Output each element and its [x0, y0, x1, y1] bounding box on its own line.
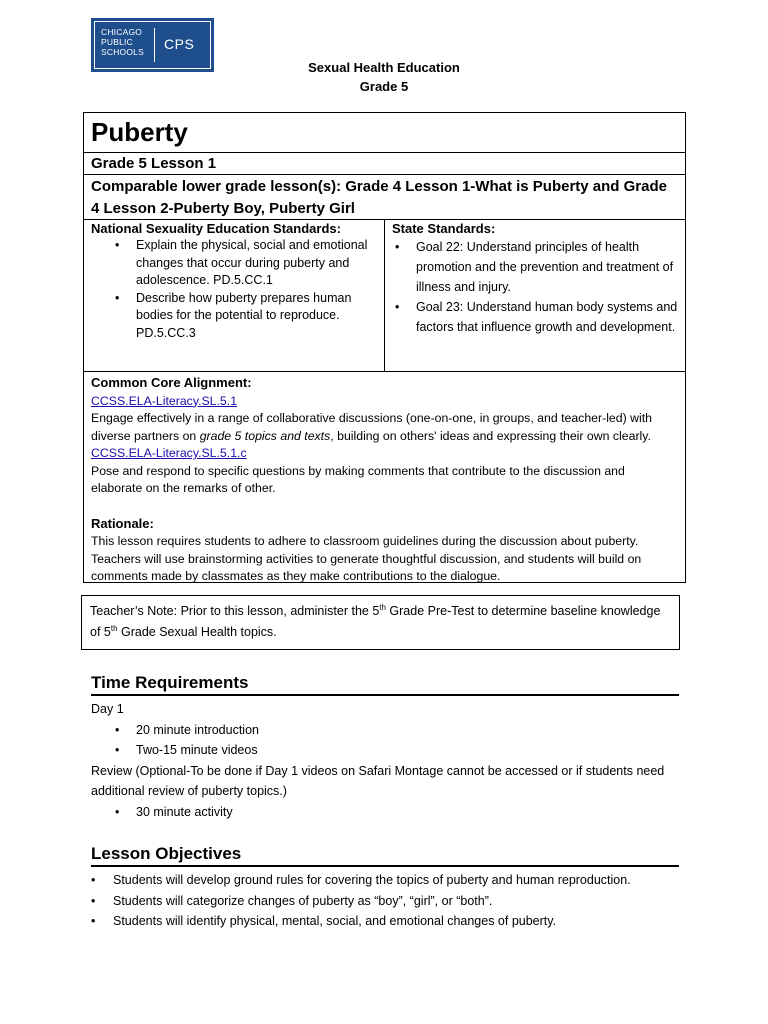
standards-row: [84, 220, 685, 372]
list-item: • 20 minute introduction: [91, 720, 681, 741]
objective-item: • Students will identify physical, mental, social, and emotional changes of puberty.: [91, 911, 681, 932]
logo-line-2: PUBLIC: [101, 37, 133, 47]
document-title: Sexual Health Education: [308, 60, 460, 75]
day-label: Day 1: [91, 702, 124, 716]
rationale-text: This lesson requires students to adhere to classroom guidelines during the discussion about puberty. Teachers will use brainstorming activities to generate thoughtful discussion, and students will build on comments made by classmates as they make contributions to the dialogue.: [91, 534, 642, 583]
lesson-objectives-body: [91, 870, 681, 932]
logo-text: [101, 27, 144, 57]
lesson-title: Puberty: [84, 113, 685, 153]
comparable-lessons: Comparable lower grade lesson(s): Grade 4 Lesson 1-What is Puberty and Grade 4 Lesson 2-Puberty Boy, Puberty Girl: [84, 175, 685, 220]
state-standard-item: • Goal 23: Understand human body systems and factors that influence growth and development.: [392, 297, 678, 337]
lesson-objectives-heading: Lesson Objectives: [91, 844, 679, 867]
state-standards-title: State Standards:: [392, 221, 496, 236]
time-requirements-body: [91, 699, 681, 822]
state-standards: [385, 220, 685, 371]
ccss-sl-5-1-text: Engage effectively in a range of collaborative discussions (one-on-one, in groups, and teacher-led) with diverse partners on grade 5 topics and texts, building on others' ideas and expressing their own clearly.: [91, 411, 652, 443]
review-text: Review (Optional-To be done if Day 1 videos on Safari Montage cannot be accessed or if students need additional review of puberty topics.): [91, 763, 665, 798]
document-header: [0, 58, 768, 96]
rationale-title: Rationale:: [91, 515, 154, 531]
teachers-note-label: Teacher’s Note:: [90, 604, 178, 618]
logo-line-1: CHICAGO: [101, 27, 143, 37]
common-core-section: [84, 372, 685, 582]
ccss-link-sl-5-1-c[interactable]: CCSS.ELA-Literacy.SL.5.1.c: [91, 446, 247, 460]
objective-item: • Students will develop ground rules for covering the topics of puberty and human reproduction.: [91, 870, 681, 891]
list-item: • 30 minute activity: [91, 802, 681, 823]
ccss-sl-5-1-c-text: Pose and respond to specific questions by making comments that contribute to the discussion and elaborate on the remarks of other.: [91, 463, 625, 495]
national-standards-title: National Sexuality Education Standards:: [91, 221, 341, 236]
time-requirements-heading: Time Requirements: [91, 673, 679, 696]
list-item: • Two-15 minute videos: [91, 740, 681, 761]
logo-line-3: SCHOOLS: [101, 47, 144, 57]
national-standard-item: • Describe how puberty prepares human bodies for the potential to reproduce. PD.5.CC.3: [91, 290, 377, 343]
document-grade: Grade 5: [359, 79, 409, 94]
objective-item: • Students will categorize changes of puberty as “boy”, “girl”, or “both”.: [91, 891, 681, 912]
lesson-number: Grade 5 Lesson 1: [84, 153, 685, 175]
ccss-link-sl-5-1[interactable]: CCSS.ELA-Literacy.SL.5.1: [91, 393, 238, 408]
lesson-table: [83, 112, 686, 583]
national-standard-item: • Explain the physical, social and emotional changes that occur during puberty and adolescence. PD.5.CC.1: [91, 237, 377, 290]
logo-divider: [154, 28, 155, 62]
national-standards: [84, 220, 385, 371]
common-core-title: Common Core Alignment:: [91, 375, 252, 390]
teachers-note: Teacher’s Note: Prior to this lesson, administer the 5th Grade Pre-Test to determine baseline knowledge of 5th Grade Sexual Health topics.: [81, 595, 680, 650]
logo-abbr: CPS: [164, 36, 195, 52]
state-standard-item: • Goal 22: Understand principles of health promotion and the prevention and treatment of illness and injury.: [392, 237, 678, 297]
